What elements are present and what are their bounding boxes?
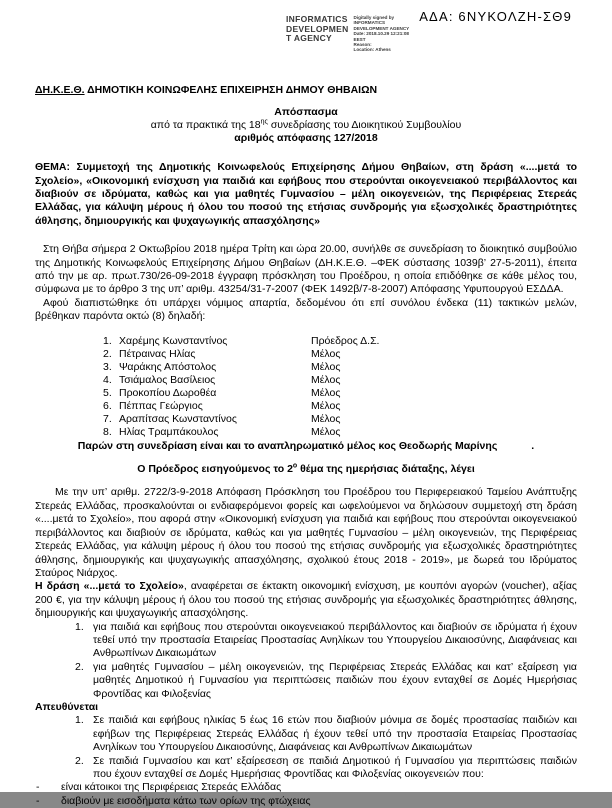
list-item-text: Σε παιδιά και εφήβους ηλικίας 5 έως 16 ετών που διαβιούν μόνιμα σε δομές προστασίας παιδιών και εφήβων της Περιφέρειας Στερεάς Ελλάδας ή έχουν τεθεί υπό την προστασία Εταιρείας Προστασίας Ανηλίκων του Υπουργείου Δικαιοσύνης, Διαφάνειας και Ανθρωπίνων Δικαιωμάτων [93,714,577,754]
member-name: Χαρέμης Κωνσταντίνος [119,334,228,347]
chair-intro-ordinal-sup: ο [292,462,298,470]
org-title [35,84,577,97]
member-number: 7. [103,412,112,425]
signature-detail-line: INFORMATICS [353,20,386,26]
member-name: Αραπίτσας Κωνσταντίνος [119,412,237,425]
org-abbr: ΔΗ.Κ.Ε.Θ. [35,84,85,96]
member-row [103,387,577,400]
excerpt-header [35,106,577,144]
residency-conditions-list [35,781,577,808]
action-paragraph [35,580,577,620]
invitation-paragraph: Με την υπ’ αριθμ. 2722/3-9-2018 Απόφαση Πρόσκληση του Προέδρου του Περιφερειακού Ταμείου Ανάπτυξης Στερεάς Ελλάδας, προσκαλούνται οι ενδιαφερόμενοι φορείς και ωφελούμενοι να δηλώσουν συμμετοχή στη δράση «....μετά το Σχολείο», που αφορά στην «Οικονομική ενίσχυση για παιδιά και εφήβους που στερούνται οικογενειακού περιβάλλοντος και διαβιούν σε ιδρύματα, καθώς και για μαθητές Γυμνασίου – μέλη οικογενειών, της Περιφέρειας Στερεάς Ελλάδας, για κάλυψη μέρους ή όλου του ποσού της ετήσιας συνδρομής για εξωσχολικές δραστηριότητες άθλησης, δημιουργικής και ψυχαγωγικής απασχόλησης, σχολικού έτους 2018 - 2019», με δωρεά του Ιδρύματος Σταύρος Νιάρχος. [35,486,577,579]
excerpt-title: Απόσπασμα [274,106,338,119]
member-row [103,374,577,387]
member-role: Μέλος [311,347,341,360]
list-item [75,714,577,754]
list-item [75,661,577,701]
member-number: 4. [103,373,112,386]
signature-detail-line: DEVELOPMENT AGENCY [353,25,410,31]
minutes-suffix: συνεδρίασης του Διοικητικού Συμβουλίου [267,119,462,131]
list-item-number: 1. [75,620,84,633]
member-name: Πέτραινας Ηλίας [119,347,196,360]
member-row [103,335,577,348]
member-number: 2. [103,347,112,360]
member-role: Μέλος [311,373,341,386]
signature-detail-line: Reason: [353,42,372,48]
agency-name-line: T AGENCY [286,33,333,43]
chair-intro-suffix: θέμα της ημερήσιας διάταξης, λέγει [297,463,475,476]
list-item-number: 1. [75,714,84,727]
dash-item [35,795,577,808]
member-number: 3. [103,360,112,373]
org-title-rest: ΔΗΜΟΤΙΚΗ ΚΟΙΝΩΦΕΛΗΣ ΕΠΙΧΕΙΡΗΣΗ ΔΗΜΟΥ ΘΗΒΑΙΩΝ [84,84,378,96]
ada-code: ΑΔΑ: 6ΝΥΚΟΛΖΗ-ΣΘ9 [419,9,572,24]
member-row [103,413,577,426]
member-number: 6. [103,399,112,412]
present-note-text: Παρών στη συνεδρίαση είναι και το αναπληρωματικό μέλος κος Θεοδωρής Μαρίνης [77,439,498,452]
member-name: Πέππας Γεώργιος [119,399,203,412]
chair-intro-line [35,463,577,476]
signature-detail-line: Date: 2018.10.29 12:21:08 [353,31,409,37]
agency-name-line: INFORMATICS [286,14,348,24]
signature-detail-line: EEST [353,36,366,42]
minutes-prefix: από τα πρακτικά της 18 [150,119,261,131]
member-role: Μέλος [311,412,341,425]
member-role: Μέλος [311,425,341,438]
minutes-ordinal-sup: ης [260,118,268,126]
document-body [35,84,577,808]
member-role: Μέλος [311,386,341,399]
signature-detail-line: Location: Athens [353,47,391,53]
member-number: 1. [103,334,112,347]
member-row [103,361,577,374]
addressed-list [35,714,577,781]
dash-item-text: διαβιούν με εισοδήματα κάτω των ορίων της φτώχειας [61,794,311,807]
addressed-heading: Απευθύνεται [35,700,99,713]
digital-signature-stamp [286,15,409,53]
list-item-number: 2. [75,660,84,673]
dash-item [35,781,577,794]
agency-name-line: DEVELOPMEN [286,23,349,34]
present-note-period: . [531,439,535,452]
action-title: Η δράση «...μετά το Σχολείο» [35,580,184,593]
member-number: 8. [103,425,112,438]
member-name: Ηλίας Τραμπάκουλος [119,425,219,438]
list-item [75,621,577,661]
present-substitute-note [35,440,577,453]
quorum-paragraph: Αφού διαπιστώθηκε ότι υπάρχει νόμιμος απαρτία, δεδομένου ότι επί συνόλου ένδεκα (11) τακτικών μελών, βρέθηκαν παρόντα οκτώ (8) δηλαδή: [35,296,577,323]
member-row [103,426,577,439]
list-item-text: για μαθητές Γυμνασίου – μέλη οικογενειών, της Περιφέρειας Στερεάς Ελλάδας και κατ’ εξαίρεση για μαθητές Δημοτικού ή Γυμνασίου για περιπτώσεις παιδιών που έχουν ενταχθεί σε Δομές Ημερήσιας Φροντίδας και Φιλοξενίας [93,660,577,700]
member-number: 5. [103,386,112,399]
member-role: Πρόεδρος Δ.Σ. [311,334,380,347]
members-list [35,335,577,439]
member-name: Ψαράκης Απόστολος [119,360,217,373]
signature-detail-line: Digitally signed by [353,15,395,20]
member-row [103,348,577,361]
dash-item-text: είναι κάτοικοι της Περιφέρειας Στερεάς Ελλάδας [61,781,282,794]
agency-name [286,15,349,44]
minutes-line [35,119,577,132]
member-name: Προκοπίου Δωροθέα [119,386,217,399]
session-paragraph: Στη Θήβα σήμερα 2 Οκτωβρίου 2018 ημέρα Τρίτη και ώρα 20.00, συνήλθε σε συνεδρίαση το διοικητικό συμβούλιο της Δημοτικής Κοινωφελούς Επιχείρησης Δήμου Θηβαίων (ΔΗ.Κ.Ε.Θ. –ΦΕΚ σύστασης 1039β’ 27-5-2011), έπειτα από την με αρ. πρωτ.730/26-09-2018 έγγραφη πρόσκληση του Προέδρου, η οποία επιδόθηκε σε κάθε μέλος του, σύμφωνα με το άρθρο 3 της υπ’ αριθμ. 43254/31-7-2007 (ΦΕΚ 1492β/7-8-2007) Απόφασης Υφυπουργού ΕΣΔΔΑ. [35,243,577,296]
dash-bullet: - [36,794,40,807]
list-item-text: για παιδιά και εφήβους που στερούνται οικογενειακού περιβάλλοντος και διαβιούν σε ιδρύματα ή έχουν τεθεί υπό την προστασία Εταιρείας Προστασίας Ανηλίκων του Υπουργείου Δικαιοσύνης, Διαφάνειας και Ανθρωπίνων Δικαιωμάτων [93,620,577,660]
signature-details [354,15,410,53]
dash-bullet: - [36,781,40,794]
subject-paragraph: ΘΕΜΑ: Συμμετοχή της Δημοτικής Κοινωφελούς Επιχείρησης Δήμου Θηβαίων, στη δράση «....μετά το Σχολείο», «Οικονομική ενίσχυση για παιδιά και εφήβους που στερούνται οικογενειακού περιβάλλοντος και διαβιούν σε ιδρύματα, καθώς και για μαθητές Γυμνασίου – μέλη οικογενειών, της Περιφέρειας Στερεάς Ελλάδας, για κάλυψη μέρους ή όλου του ποσού της ετήσιας συνδρομής για εξωσχολικές δραστηριότητες άθλησης, δημιουργικής και ψυχαγωγικής απασχόλησης» [35,161,577,227]
member-row [103,400,577,413]
list-item-text: Σε παιδιά Γυμνασίου και κατ’ εξαίρεσεση σε παιδιά Δημοτικού ή Γυμνασίου για περιπτώσεις παιδιών που έχουν ενταχθεί σε Δομές Ημερήσιας Φροντίδας και Φιλοξενίας οικογενειών που: [93,754,577,780]
chair-intro-prefix: Ο Πρόεδρος εισηγούμενος το 2 [137,463,293,476]
member-role: Μέλος [311,399,341,412]
member-role: Μέλος [311,360,341,373]
beneficiaries-list [35,621,577,701]
list-item-number: 2. [75,754,84,767]
action-description: , αναφέρεται σε έκτακτη οικονομική ενίσχυση, με κουπόνι αγορών (voucher), αξίας 200 €, για την κάλυψη μέρους ή όλου του ποσού της ετήσιας συνδρομής για εξωσχολικές δραστηριότητες άθλησης, δημιουργικής και ψυχαγωγικής απασχόλησης. [35,580,577,620]
member-name: Τσιάμαλος Βασίλειος [119,373,216,386]
decision-number: αριθμός απόφασης 127/2018 [234,131,378,144]
list-item [75,755,577,782]
